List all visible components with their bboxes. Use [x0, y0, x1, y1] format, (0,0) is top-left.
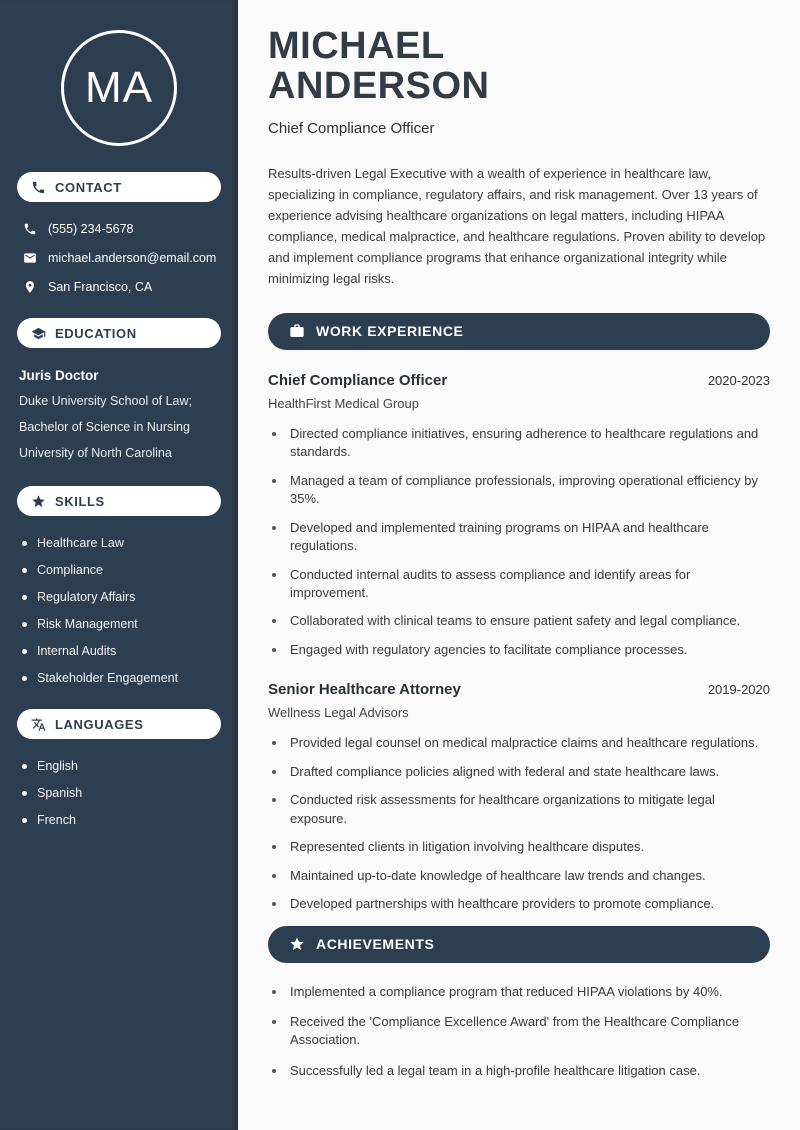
first-name: MICHAEL [268, 25, 445, 67]
job-role: Senior Healthcare Attorney [268, 681, 461, 699]
achievements-header-label: ACHIEVEMENTS [316, 936, 435, 953]
main-content [238, 0, 800, 1130]
education-section-header [17, 318, 221, 348]
skill-item: Internal Audits [21, 644, 221, 658]
skills-header-label: SKILLS [55, 493, 105, 509]
avatar-initials: MA [85, 63, 153, 112]
location-pin-icon [23, 280, 37, 294]
achievement-bullet: • Implemented a compliance program that reduced HIPAA violations by 40%. [287, 983, 770, 1001]
job-bullet: • Developed and implemented training programs on HIPAA and healthcare regulations. [287, 519, 770, 556]
job-bullet: • Conducted internal audits to assess compliance and identify areas for improvement. [287, 566, 770, 603]
job-company: HealthFirst Medical Group [268, 395, 419, 411]
job-bullet: • Collaborated with clinical teams to ensure patient safety and legal compliance. [287, 612, 770, 630]
job-bullet: • Managed a team of compliance professionals, improving operational efficiency by 35%. [287, 472, 770, 509]
email-icon [23, 251, 37, 265]
job-company: Wellness Legal Advisors [268, 705, 409, 721]
languages-list [21, 759, 221, 827]
job-bullet: • Directed compliance initiatives, ensuring adherence to healthcare regulations and standards. [287, 425, 770, 462]
job-entry [268, 372, 770, 660]
contact-section-header [17, 172, 221, 202]
job-entry [268, 681, 770, 913]
star-icon [289, 936, 305, 952]
language-item: English [21, 759, 221, 773]
translate-icon [31, 717, 46, 732]
education-line: University of North Carolina [19, 446, 172, 461]
language-item: French [21, 813, 221, 827]
phone-icon [31, 180, 46, 195]
star-icon [31, 494, 46, 509]
job-bullet: • Developed partnerships with healthcare providers to promote compliance. [287, 895, 770, 913]
work-experience-section-header [268, 313, 770, 350]
phone-icon [23, 222, 37, 236]
job-role: Chief Compliance Officer [268, 371, 448, 389]
contact-phone-row [23, 222, 221, 236]
job-bullet: • Represented clients in litigation involving healthcare disputes. [287, 838, 770, 856]
language-item: Spanish [21, 786, 221, 800]
job-bullet-list [287, 425, 770, 660]
achievement-bullet: • Successfully led a legal team in a high-profile healthcare litigation case. [287, 1062, 770, 1080]
location-text: San Francisco, CA [48, 280, 153, 294]
avatar [61, 30, 177, 146]
skill-item: Healthcare Law [21, 536, 221, 550]
job-bullet: • Maintained up-to-date knowledge of healthcare law trends and changes. [287, 867, 770, 885]
sidebar [0, 0, 238, 1130]
last-name: ANDERSON [268, 65, 490, 108]
education-line: Bachelor of Science in Nursing [19, 420, 190, 435]
skill-item: Compliance [21, 563, 221, 577]
job-bullet: • Provided legal counsel on medical malpractice claims and healthcare regulations. [287, 734, 770, 752]
job-dates: 2019-2020 [707, 682, 770, 698]
skill-item: Regulatory Affairs [21, 590, 221, 604]
job-bullet-list [287, 734, 770, 913]
email-address: michael.anderson@email.com [48, 251, 217, 265]
job-header [268, 681, 770, 698]
education-degree: Juris Doctor [19, 368, 99, 383]
graduation-cap-icon [31, 326, 46, 341]
skills-section-header [17, 486, 221, 516]
current-job-title: Chief Compliance Officer [268, 119, 435, 137]
achievement-bullet: • Received the 'Compliance Excellence Award' from the Healthcare Compliance Association. [287, 1013, 770, 1050]
job-header [268, 372, 770, 389]
professional-summary: Results-driven Legal Executive with a wealth of experience in healthcare law, specializing in compliance, regulatory affairs, and risk management. Over 13 years of experience advising healthcare organizations on legal matters, including HIPAA compliance, medical malpractice, and healthcare regulations. Proven ability to develop and implement compliance programs that enhance organizational integrity while minimizing legal risks. [268, 165, 766, 286]
achievements-section-header [268, 926, 770, 963]
contact-email-row [23, 251, 221, 265]
briefcase-icon [289, 323, 305, 339]
job-bullet: • Conducted risk assessments for healthcare organizations to mitigate legal exposure. [287, 791, 770, 828]
contact-location-row [23, 280, 221, 294]
languages-header-label: LANGUAGES [55, 716, 144, 732]
contact-header-label: CONTACT [55, 179, 122, 195]
education-line: Duke University School of Law; [19, 394, 192, 408]
skill-item: Risk Management [21, 617, 221, 631]
skill-item: Stakeholder Engagement [21, 671, 221, 685]
phone-number: (555) 234-5678 [48, 222, 134, 236]
languages-section-header [17, 709, 221, 739]
education-header-label: EDUCATION [55, 325, 137, 341]
work-experience-header-label: WORK EXPERIENCE [316, 323, 464, 340]
skills-list [21, 536, 221, 685]
name-heading [268, 26, 770, 107]
job-bullet: • Engaged with regulatory agencies to facilitate compliance processes. [287, 641, 770, 659]
job-bullet: • Drafted compliance policies aligned with federal and state healthcare laws. [287, 763, 770, 781]
achievements-list [287, 983, 770, 1081]
job-dates: 2020-2023 [707, 372, 770, 388]
